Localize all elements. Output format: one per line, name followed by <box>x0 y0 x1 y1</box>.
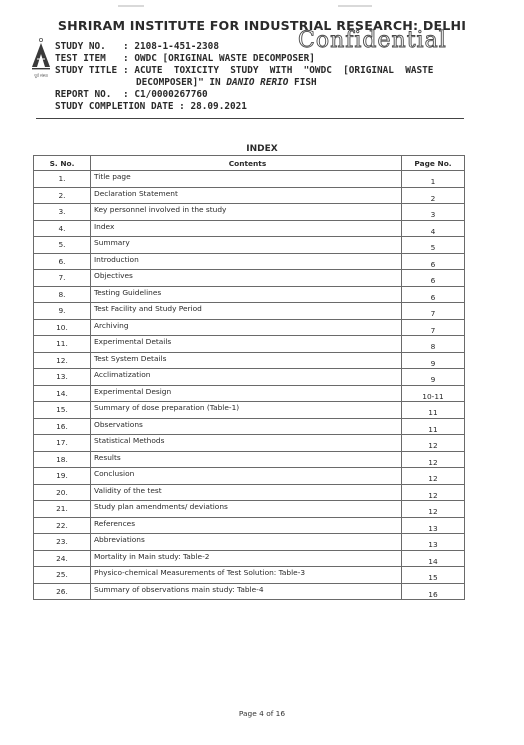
cell-contents-text: Experimental Design <box>94 386 172 396</box>
cell-contents-text: Declaration Statement <box>94 188 178 198</box>
cell-contents-text: Index <box>94 221 115 231</box>
cell-contents <box>91 418 402 435</box>
cell-contents-text: References <box>94 518 136 528</box>
cell-sno-text: 26. <box>56 586 68 596</box>
cell-page-text: 16 <box>428 589 438 599</box>
cell-sno-text: 7. <box>58 273 66 283</box>
study-title-line2 <box>136 77 317 88</box>
cell-page-text: 11 <box>428 424 438 434</box>
scan-artifacts <box>0 2 524 10</box>
cell-page <box>402 583 465 600</box>
cell-sno-text: 23. <box>56 537 68 547</box>
cell-page-text: 7 <box>430 325 436 335</box>
cell-page-text: 10-11 <box>422 391 444 401</box>
table-row <box>34 435 465 452</box>
cell-sno-text: 9. <box>58 306 66 316</box>
cell-contents-text: Archiving <box>94 320 129 330</box>
cell-sno-text: 4. <box>58 223 66 233</box>
table-row <box>34 253 465 270</box>
table-row <box>34 468 465 485</box>
study-title-row <box>55 65 433 76</box>
study-no-label: STUDY NO. <box>55 41 106 52</box>
cell-page-text: 8 <box>430 342 436 352</box>
cell-contents-text: Study plan amendments/ deviations <box>94 502 228 512</box>
study-title-line1: ACUTE TOXICITY STUDY WITH "OWDC [ORIGINAL WASTE <box>134 65 434 76</box>
scan-mark <box>338 5 372 7</box>
cell-contents-text: Statistical Methods <box>94 436 165 446</box>
test-item-value: OWDC [ORIGINAL WASTE DECOMPOSER] <box>134 53 315 64</box>
scan-mark <box>118 5 144 7</box>
cell-contents <box>91 501 402 518</box>
cell-page-text: 13 <box>428 540 438 550</box>
cell-contents <box>91 352 402 369</box>
cell-sno <box>34 451 91 468</box>
cell-page-text: 6 <box>430 259 436 269</box>
cell-sno <box>34 468 91 485</box>
column-header-sno: S. No. <box>34 156 91 171</box>
table-row <box>34 385 465 402</box>
cell-sno-text: 10. <box>56 322 68 332</box>
table-row <box>34 204 465 221</box>
cell-sno <box>34 402 91 419</box>
cell-page-text: 15 <box>428 573 438 583</box>
table-row <box>34 418 465 435</box>
study-no-value: 2108-1-451-2308 <box>134 41 219 52</box>
cell-page-text: 9 <box>430 375 436 385</box>
cell-page <box>402 369 465 386</box>
separator: : <box>123 53 129 64</box>
cell-sno <box>34 501 91 518</box>
cell-sno-text: 13. <box>56 372 68 382</box>
cell-page <box>402 319 465 336</box>
cell-contents <box>91 319 402 336</box>
cell-sno-text: 6. <box>58 256 66 266</box>
cell-page-text: 3 <box>430 210 436 220</box>
table-row <box>34 303 465 320</box>
cell-sno-text: 21. <box>56 504 68 514</box>
cell-sno-text: 25. <box>56 570 68 580</box>
test-item-row <box>55 53 315 64</box>
cell-sno <box>34 517 91 534</box>
cell-contents <box>91 187 402 204</box>
cell-contents <box>91 270 402 287</box>
header-divider <box>36 118 464 119</box>
cell-sno <box>34 171 91 188</box>
column-header-page: Page No. <box>402 156 465 171</box>
cell-sno <box>34 550 91 567</box>
cell-contents-text: Experimental Details <box>94 337 172 347</box>
cell-contents <box>91 402 402 419</box>
cell-contents <box>91 484 402 501</box>
cell-sno-text: 8. <box>58 289 66 299</box>
cell-sno <box>34 418 91 435</box>
cell-sno <box>34 369 91 386</box>
cell-sno-text: 2. <box>58 190 66 200</box>
cell-contents <box>91 220 402 237</box>
cell-page <box>402 468 465 485</box>
cell-contents-text: Title page <box>94 172 131 182</box>
cell-sno-text: 1. <box>58 174 66 184</box>
table-row <box>34 171 465 188</box>
cell-contents <box>91 567 402 584</box>
table-row <box>34 451 465 468</box>
cell-contents <box>91 253 402 270</box>
cell-sno <box>34 385 91 402</box>
completion-date-label: STUDY COMPLETION DATE : <box>55 101 185 112</box>
cell-sno-text: 15. <box>56 405 68 415</box>
table-row <box>34 319 465 336</box>
index-table <box>33 155 465 600</box>
table-row <box>34 352 465 369</box>
cell-sno <box>34 583 91 600</box>
confidential-stamp: Confidential <box>298 28 447 53</box>
cell-sno <box>34 319 91 336</box>
cell-page <box>402 303 465 320</box>
cell-sno <box>34 567 91 584</box>
cell-page <box>402 451 465 468</box>
cell-page <box>402 484 465 501</box>
cell-contents <box>91 435 402 452</box>
cell-sno <box>34 220 91 237</box>
cell-sno <box>34 253 91 270</box>
cell-sno-text: 12. <box>56 355 68 365</box>
table-row <box>34 501 465 518</box>
cell-page <box>402 336 465 353</box>
cell-page-text: 13 <box>428 523 438 533</box>
cell-contents <box>91 534 402 551</box>
table-row <box>34 402 465 419</box>
cell-page <box>402 534 465 551</box>
cell-page <box>402 517 465 534</box>
study-title-label: STUDY TITLE <box>55 65 118 76</box>
cell-contents <box>91 468 402 485</box>
cell-contents <box>91 171 402 188</box>
cell-page <box>402 187 465 204</box>
cell-contents-text: Abbreviations <box>94 535 145 545</box>
cell-page-text: 2 <box>430 193 436 203</box>
table-row <box>34 550 465 567</box>
study-no-row <box>55 41 219 52</box>
report-no-label: REPORT NO. <box>55 89 112 100</box>
study-title-line2-pre: DECOMPOSER]" IN <box>136 77 227 88</box>
cell-page <box>402 501 465 518</box>
cell-page-text: 12 <box>428 441 438 451</box>
cell-sno-text: 11. <box>56 339 68 349</box>
cell-sno-text: 20. <box>56 487 68 497</box>
logo-caption: पूर्व संस्था <box>34 73 48 78</box>
cell-contents-text: Summary of observations main study: Table-4 <box>94 584 264 594</box>
cell-page <box>402 204 465 221</box>
cell-contents-text: Introduction <box>94 254 139 264</box>
table-row <box>34 220 465 237</box>
table-row <box>34 567 465 584</box>
separator: : <box>123 41 129 52</box>
cell-contents <box>91 237 402 254</box>
page-number: Page 4 of 16 <box>238 709 286 718</box>
report-no-row <box>55 89 208 100</box>
cell-sno-text: 22. <box>56 520 68 530</box>
cell-sno <box>34 336 91 353</box>
completion-date-value: 28.09.2021 <box>190 101 247 112</box>
cell-contents <box>91 583 402 600</box>
cell-sno <box>34 187 91 204</box>
cell-page <box>402 352 465 369</box>
separator: : <box>123 65 129 76</box>
cell-contents-text: Test System Details <box>94 353 167 363</box>
cell-sno-text: 19. <box>56 471 68 481</box>
institute-title: SHRIRAM INSTITUTE FOR INDUSTRIAL RESEARCH: DELHI <box>57 18 467 33</box>
cell-page <box>402 237 465 254</box>
cell-sno-text: 16. <box>56 421 68 431</box>
table-row <box>34 534 465 551</box>
cell-sno-text: 24. <box>56 553 68 563</box>
study-title-line2-post: FISH <box>288 77 317 88</box>
cell-page-text: 12 <box>428 507 438 517</box>
cell-page-text: 14 <box>428 556 438 566</box>
cell-sno <box>34 270 91 287</box>
cell-contents <box>91 385 402 402</box>
table-row <box>34 484 465 501</box>
cell-page-text: 12 <box>428 474 438 484</box>
cell-page <box>402 567 465 584</box>
table-row <box>34 286 465 303</box>
table-row <box>34 369 465 386</box>
table-row <box>34 336 465 353</box>
cell-page <box>402 385 465 402</box>
cell-page <box>402 402 465 419</box>
table-row <box>34 583 465 600</box>
cell-sno <box>34 237 91 254</box>
cell-contents-text: Summary <box>94 238 130 248</box>
cell-contents <box>91 303 402 320</box>
table-row <box>34 517 465 534</box>
cell-sno-text: 14. <box>56 388 68 398</box>
cell-contents-text: Observations <box>94 419 143 429</box>
completion-date-row <box>55 101 247 112</box>
cell-page-text: 4 <box>430 226 436 236</box>
cell-page <box>402 550 465 567</box>
cell-sno <box>34 534 91 551</box>
cell-contents-text: Test Facility and Study Period <box>94 304 202 314</box>
cell-page-text: 1 <box>430 177 436 187</box>
cell-page <box>402 435 465 452</box>
cell-page <box>402 270 465 287</box>
cell-contents <box>91 517 402 534</box>
table-row <box>34 237 465 254</box>
cell-contents-text: Acclimatization <box>94 370 151 380</box>
cell-contents <box>91 369 402 386</box>
cell-contents <box>91 204 402 221</box>
column-header-contents: Contents <box>91 156 402 171</box>
cell-sno-text: 5. <box>58 240 66 250</box>
cell-sno <box>34 303 91 320</box>
cell-page-text: 12 <box>428 490 438 500</box>
cell-page-text: 6 <box>430 276 436 286</box>
cell-contents-text: Objectives <box>94 271 133 281</box>
index-header-row <box>34 156 465 171</box>
cell-contents-text: Physico-chemical Measurements of Test Solution: Table-3 <box>94 568 306 578</box>
cell-page <box>402 286 465 303</box>
cell-contents-text: Summary of dose preparation (Table-1) <box>94 403 240 413</box>
cell-sno <box>34 286 91 303</box>
test-item-label: TEST ITEM <box>55 53 106 64</box>
cell-contents <box>91 336 402 353</box>
table-row <box>34 270 465 287</box>
index-title: INDEX <box>246 144 278 154</box>
cell-contents-text: Conclusion <box>94 469 135 479</box>
cell-page-text: 7 <box>430 309 436 319</box>
cell-contents <box>91 286 402 303</box>
cell-page-text: 9 <box>430 358 436 368</box>
cell-sno <box>34 204 91 221</box>
cell-page <box>402 253 465 270</box>
cell-contents-text: Results <box>94 452 121 462</box>
study-title-species: DANIO RERIO <box>226 77 289 88</box>
shriram-institute-logo-icon <box>29 37 53 73</box>
cell-sno-text: 3. <box>58 207 66 217</box>
cell-contents-text: Key personnel involved in the study <box>94 205 227 215</box>
cell-contents-text: Mortality in Main study: Table-2 <box>94 551 210 561</box>
cell-sno <box>34 435 91 452</box>
cell-contents-text: Testing Guidelines <box>94 287 162 297</box>
cell-sno-text: 17. <box>56 438 68 448</box>
cell-sno <box>34 352 91 369</box>
cell-contents <box>91 451 402 468</box>
cell-page <box>402 171 465 188</box>
cell-page-text: 6 <box>430 292 436 302</box>
separator: : <box>123 89 129 100</box>
cell-sno <box>34 484 91 501</box>
cell-page-text: 12 <box>428 457 438 467</box>
cell-page <box>402 418 465 435</box>
cell-page <box>402 220 465 237</box>
table-row <box>34 187 465 204</box>
report-no-value: C1/0000267760 <box>134 89 208 100</box>
cell-sno-text: 18. <box>56 454 68 464</box>
cell-page-text: 5 <box>430 243 436 253</box>
cell-page-text: 11 <box>428 408 438 418</box>
cell-contents <box>91 550 402 567</box>
cell-contents-text: Validity of the test <box>94 485 162 495</box>
